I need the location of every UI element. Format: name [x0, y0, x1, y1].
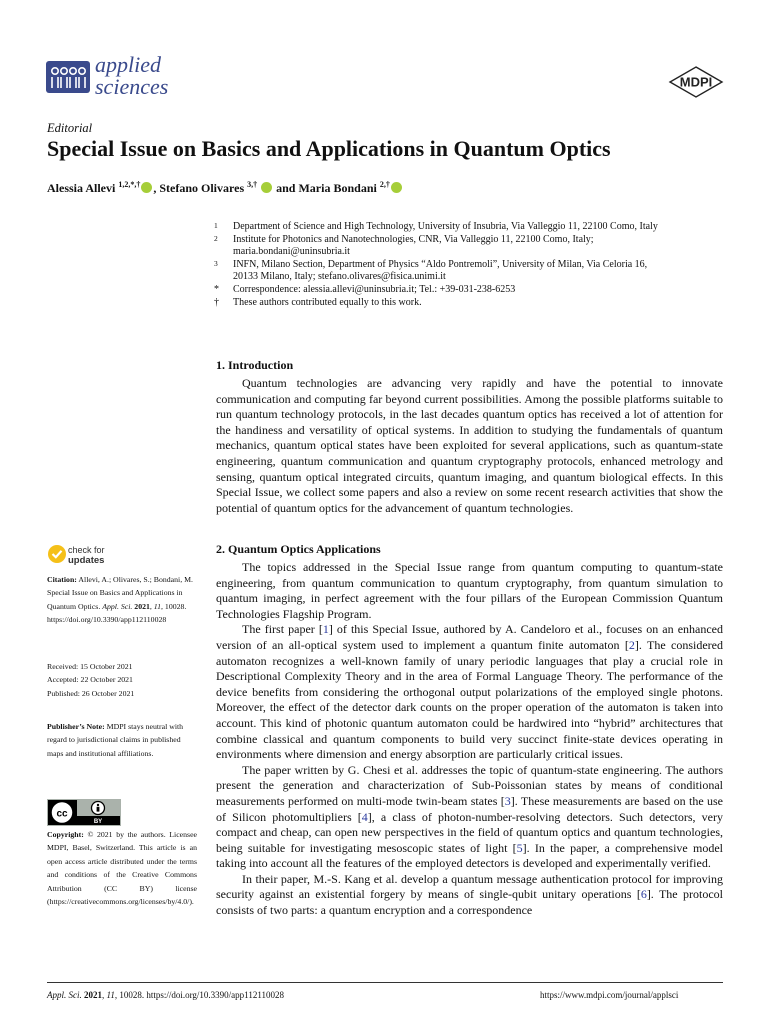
mdpi-logo	[668, 66, 724, 103]
paragraph	[216, 872, 723, 919]
text-run: The paper written by G. Chesi et al. addresses the topic of quantum-state engineering. The authors present the generation and characterization of Sub-Poissonian states by means of conditional measurements performed on multi-mode twin-beam states [	[216, 762, 723, 808]
affiliations	[214, 221, 724, 309]
affiliation-line: Institute for Photonics and Nanotechnologies, CNR, Via Valleggio 11, 22100 Como, Italy;	[233, 233, 594, 245]
affiliation-item	[214, 259, 724, 284]
correspondence-item	[214, 284, 724, 297]
publisher-note	[47, 720, 197, 760]
published-date: Published: 26 October 2021	[47, 688, 135, 698]
text-run: ]. These measurements are based on the use of Silicon photomultipliers [	[216, 793, 723, 824]
citation-volume: 11	[153, 601, 162, 611]
author-name: Alessia Allevi	[47, 181, 116, 195]
author-separator: ,	[153, 181, 160, 195]
text-run: In their paper, M.-S. Kang et al. develop a quantum message authentication protocol for improving security against an existential forgery by means of single-qubit unitary operations [	[216, 871, 723, 902]
citation-text: Allevi, A.; Olivares, S.; Bondani, M. Special Issue on Basics and Applications in Quantum Optics.	[47, 575, 193, 611]
section-heading-introduction: 1. Introduction	[216, 358, 294, 372]
citation-block: Citation: Allevi, A.; Olivares, S.; Bondani, M. Special Issue on Basics and Applications in Quantum Optics. Appl. Sci. 2021, 11, 10028. https://doi.org/10.3390/app112110028	[47, 575, 193, 625]
affiliation-mark: †	[214, 296, 219, 308]
article-type: Editorial	[47, 121, 93, 135]
footer-journal: Appl. Sci.	[47, 990, 82, 1000]
journal-name-line2: sciences	[95, 74, 169, 99]
paragraph	[216, 763, 723, 872]
author-name: Maria Bondani	[298, 181, 377, 195]
author-list	[47, 180, 403, 196]
footer-volume: 11	[106, 990, 115, 1000]
author-affiliation-marks: 1,2,*,†	[118, 180, 141, 189]
paragraph: Quantum technologies are advancing very rapidly and have the potential to innovate communication and computing far beyond current possibilities. Among the possible platforms suitable to run quantum technology protocols, in the last decades quantum optics has received a lot of attention for the handiness and versatility of optical systems. In addition to studying the fundamentals of quantum mechanics, quantum optical states have been exploited for several applications, such as quantum-state engineering, quantum communication and quantum cryptography protocols, enhanced metrology and sensing, quantum optical integrated circuits, quantum imaging, and quantum biological effects. In this Special Issue, we collect some papers and also a review on some recent research activities that show the potential of quantum optics for the advancement of quantum technologies.	[216, 376, 723, 515]
publisher-note-label: Publisher’s Note:	[47, 722, 105, 731]
orcid-icon[interactable]	[261, 182, 272, 193]
applications-body	[216, 560, 723, 919]
citation-link[interactable]: 4	[361, 809, 368, 824]
publication-dates	[47, 660, 197, 700]
journal-name-line1: applied	[95, 52, 161, 77]
citation-doi[interactable]: , 10028. https://doi.org/10.3390/app112110028	[47, 601, 187, 625]
introduction-body	[216, 376, 723, 516]
copyright-notice	[47, 828, 197, 908]
author-name: Stefano Olivares	[159, 181, 245, 195]
citation-label: Citation:	[47, 575, 77, 584]
author-affiliation-marks: 3,†	[247, 180, 258, 189]
citation-link[interactable]: 3	[504, 793, 511, 808]
applied-sciences-logo-icon	[46, 57, 90, 97]
paragraph: The topics addressed in the Special Issue range from quantum computing to quantum-state engineering, from quantum communication to quantum cryptography, from quantum simulation to quantum imaging, in perfect agreement with the four pillars of the European Commission Quantum Technologies Flagship Program.	[216, 560, 723, 621]
received-date: Received: 15 October 2021	[47, 662, 133, 671]
journal-name	[95, 54, 168, 98]
check-updates-line2: updates	[68, 554, 105, 566]
affiliation-mark: 1	[214, 221, 218, 230]
author-affiliation-marks: 2,†	[379, 180, 390, 189]
affiliation-mark: 3	[214, 258, 218, 268]
text-run: ], a class of photon-number-resolving detectors. Such detectors, very compact and cheap, can open new perspectives in the field of quantum optics and quantum technologies, being suitable for investigating mesoscopic states of light [	[216, 809, 723, 855]
accepted-date: Accepted: 22 October 2021	[47, 675, 133, 685]
affiliation-line: Department of Science and High Technology, University of Insubria, Via Valleggio 11, 22100 Como, Italy	[233, 221, 658, 232]
note-line: These authors contributed equally to this work.	[233, 296, 422, 308]
text-run: The first paper [	[242, 622, 323, 637]
affiliation-line: 20133 Milano, Italy; stefano.olivares@fisica.unimi.it	[233, 271, 446, 283]
svg-text:cc: cc	[56, 808, 68, 820]
citation-link[interactable]: 2	[628, 637, 635, 652]
citation-year: 2021	[134, 601, 150, 611]
copyright-label: Copyright:	[47, 830, 84, 839]
text-run: ]. The protocol consists of two parts: a quantum encryption and a correspondence	[216, 887, 723, 918]
citation-journal: Appl. Sci.	[102, 601, 133, 611]
orcid-icon[interactable]	[391, 182, 402, 193]
author-separator: and	[273, 181, 299, 195]
publisher-note-text: MDPI stays neutral with regard to jurisdictional claims in published maps and institutional affiliations.	[47, 722, 184, 758]
affiliation-mark: *	[214, 283, 219, 295]
page-title: Special Issue on Basics and Applications in Quantum Optics	[47, 136, 611, 161]
check-for-updates-icon[interactable]	[47, 544, 67, 569]
orcid-icon[interactable]	[141, 182, 152, 193]
affiliation-item	[214, 234, 724, 259]
paragraph	[216, 622, 723, 762]
text-run: ] of this Special Issue, authored by A. Candeloro et al., focuses on an enhanced version of an all-optical system used to implement a quantum finite automaton [	[216, 622, 723, 652]
footer-year: 2021	[84, 990, 102, 1000]
section-heading-applications: 2. Quantum Optics Applications	[216, 542, 381, 556]
citation-link[interactable]: 1	[322, 622, 329, 637]
text-run: ]. In the paper, a comprehensive model taking into account all the features of the employed detectors is developed and experimentally verified.	[216, 840, 723, 871]
affiliation-mark: 2	[214, 233, 218, 243]
check-updates-line1: check for	[68, 545, 105, 555]
footer-doi[interactable]: , 10028. https://doi.org/10.3390/app112110028	[114, 990, 285, 1000]
affiliation-email[interactable]: maria.bondani@uninsubria.it	[233, 246, 350, 258]
copyright-text: © 2021 by the authors. Licensee MDPI, Basel, Switzerland. This article is an open access article distributed under the terms and conditions of the Creative Commons Attribution (CC BY) license (https://creativecommons.org/licenses/by/4.0/).	[47, 830, 197, 907]
footer-citation: Appl. Sci. 2021, 11, 10028. https://doi.org/10.3390/app112110028	[47, 990, 285, 1000]
affiliation-line: INFN, Milano Section, Department of Physics “Aldo Pontremoli”, University of Milan, Via Celoria 16,	[233, 258, 648, 270]
cc-badge-label: BY	[93, 819, 103, 825]
text-run: ]. The considered automaton recognizes a well-known family of unary periodic languages that play a crucial role in Descriptional Complexity Theory and in the area of Formal Language Theory. The performance of the device benefits from considering the orthogonal output polarizations of the employed single photons. Moreover, the effect of the detector dark counts on the proper operation of the automaton is taken into account. This kind of photonic quantum automaton could be hardwired into “hybrid” architectures that combine classical and quantum components to build very succinct finite-state devices operating in environments where dimension and energy absorption are particularly critical issues.	[216, 637, 724, 762]
mdpi-logo-text: MDPI	[679, 74, 713, 90]
equal-contribution-note	[214, 297, 724, 310]
affiliation-item	[214, 221, 724, 234]
correspondence-line: Correspondence: alessia.allevi@uninsubria.it; Tel.: +39-031-238-6253	[233, 283, 516, 295]
footer-journal-url[interactable]: https://www.mdpi.com/journal/applsci	[540, 990, 679, 1000]
citation-link[interactable]: 6	[640, 887, 647, 902]
footer-divider	[47, 982, 723, 983]
citation-link[interactable]: 5	[516, 840, 523, 855]
check-for-updates-label[interactable]	[68, 546, 105, 565]
creative-commons-by-badge-icon[interactable]	[47, 799, 121, 831]
